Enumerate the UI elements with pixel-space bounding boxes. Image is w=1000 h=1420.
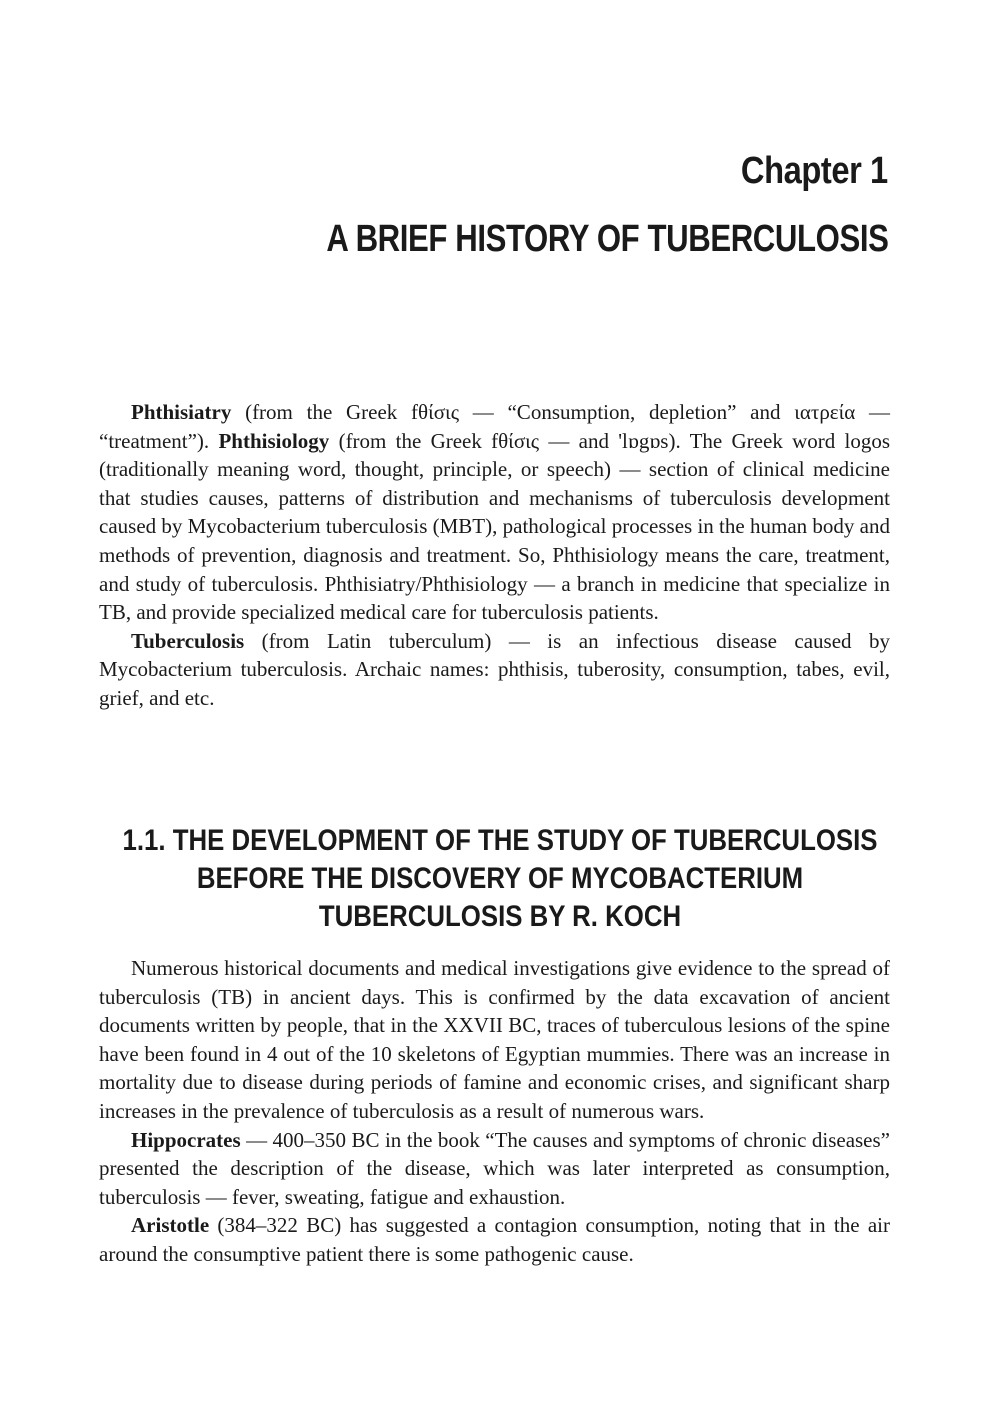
term-phthisiatry: Phthisiatry	[131, 400, 232, 424]
phthisiology-definition: (from the Greek fθίσις — and 'lɒgɒs). The Greek word logos (traditionally meaning word, thought, principle, or speech) — section of clinical medicine that studies causes, patterns of distribution and mechanisms of tuberculosis development caused by Mycobacterium tuberculosis (MBT), pathological processes in the human body and methods of prevention, diagnosis and treatment. So, Phthisiology means the care, treatment, and study of tuberculosis. Phthisiatry/Phthisiology — a branch in medicine that specialize in TB, and provide specialized medical care for tuberculosis patients.	[99, 428, 891, 625]
phthisiatry-definition: (from the Greek fθίσις — “Consumption, depletion” and ιατρεία — “treatment”).	[99, 400, 890, 453]
tuberculosis-definition: (from Latin tuberculum) — is an infectious disease caused by Mycobacterium tuberculosis. Archaic names: phthisis, tuberosity, consumption, tabes, evil, grief, and etc.	[99, 628, 890, 710]
chapter-number: Chapter 1	[741, 150, 888, 192]
term-tuberculosis: Tuberculosis	[131, 628, 245, 653]
aristotle-text: (384–322 BC) has suggested a contagion consumption, noting that in the air around the consumptive patient there is some pathogenic cause.	[99, 1213, 890, 1266]
intro-text	[99, 398, 890, 713]
term-aristotle: Aristotle	[131, 1213, 210, 1238]
section-heading-line-3: TUBERCULOSIS BY R. KOCH	[318, 900, 682, 933]
section-heading-line-2: BEFORE THE DISCOVERY OF MYCOBACTERIUM	[196, 862, 804, 895]
section-text	[99, 954, 890, 1269]
section-heading	[122, 822, 879, 936]
section-heading-line-1: 1.1. THE DEVELOPMENT OF THE STUDY OF TUBERCULOSIS	[122, 824, 878, 857]
intro-paragraph-phthisiatry	[99, 398, 890, 627]
intro-paragraph-tuberculosis	[99, 627, 890, 713]
chapter-title: A BRIEF HISTORY OF TUBERCULOSIS	[325, 218, 888, 260]
section-paragraph-hippocrates	[99, 1126, 890, 1212]
hippocrates-text: — 400–350 BC in the book “The causes and symptoms of chronic diseases” presented the description of the disease, which was later interpreted as consumption, tuberculosis — fever, sweating, fatigue and exhaustion.	[99, 1127, 890, 1209]
term-phthisiology: Phthisiology	[218, 428, 330, 453]
section-paragraph-aristotle	[99, 1211, 890, 1268]
section-paragraph-history: Numerous historical documents and medical investigations give evidence to the spread of tuberculosis (TB) in ancient days. This is confirmed by the data excavation of ancient documents written by people, that in the XXVII BC, traces of tuberculous lesions of the spine have been found in 4 out of the 10 skeletons of Egyptian mummies. There was an increase in mortality due to disease during periods of famine and economic crises, and significant sharp increases in the prevalence of tuberculosis as a result of numerous wars.	[99, 956, 890, 1123]
term-hippocrates: Hippocrates	[131, 1127, 241, 1152]
